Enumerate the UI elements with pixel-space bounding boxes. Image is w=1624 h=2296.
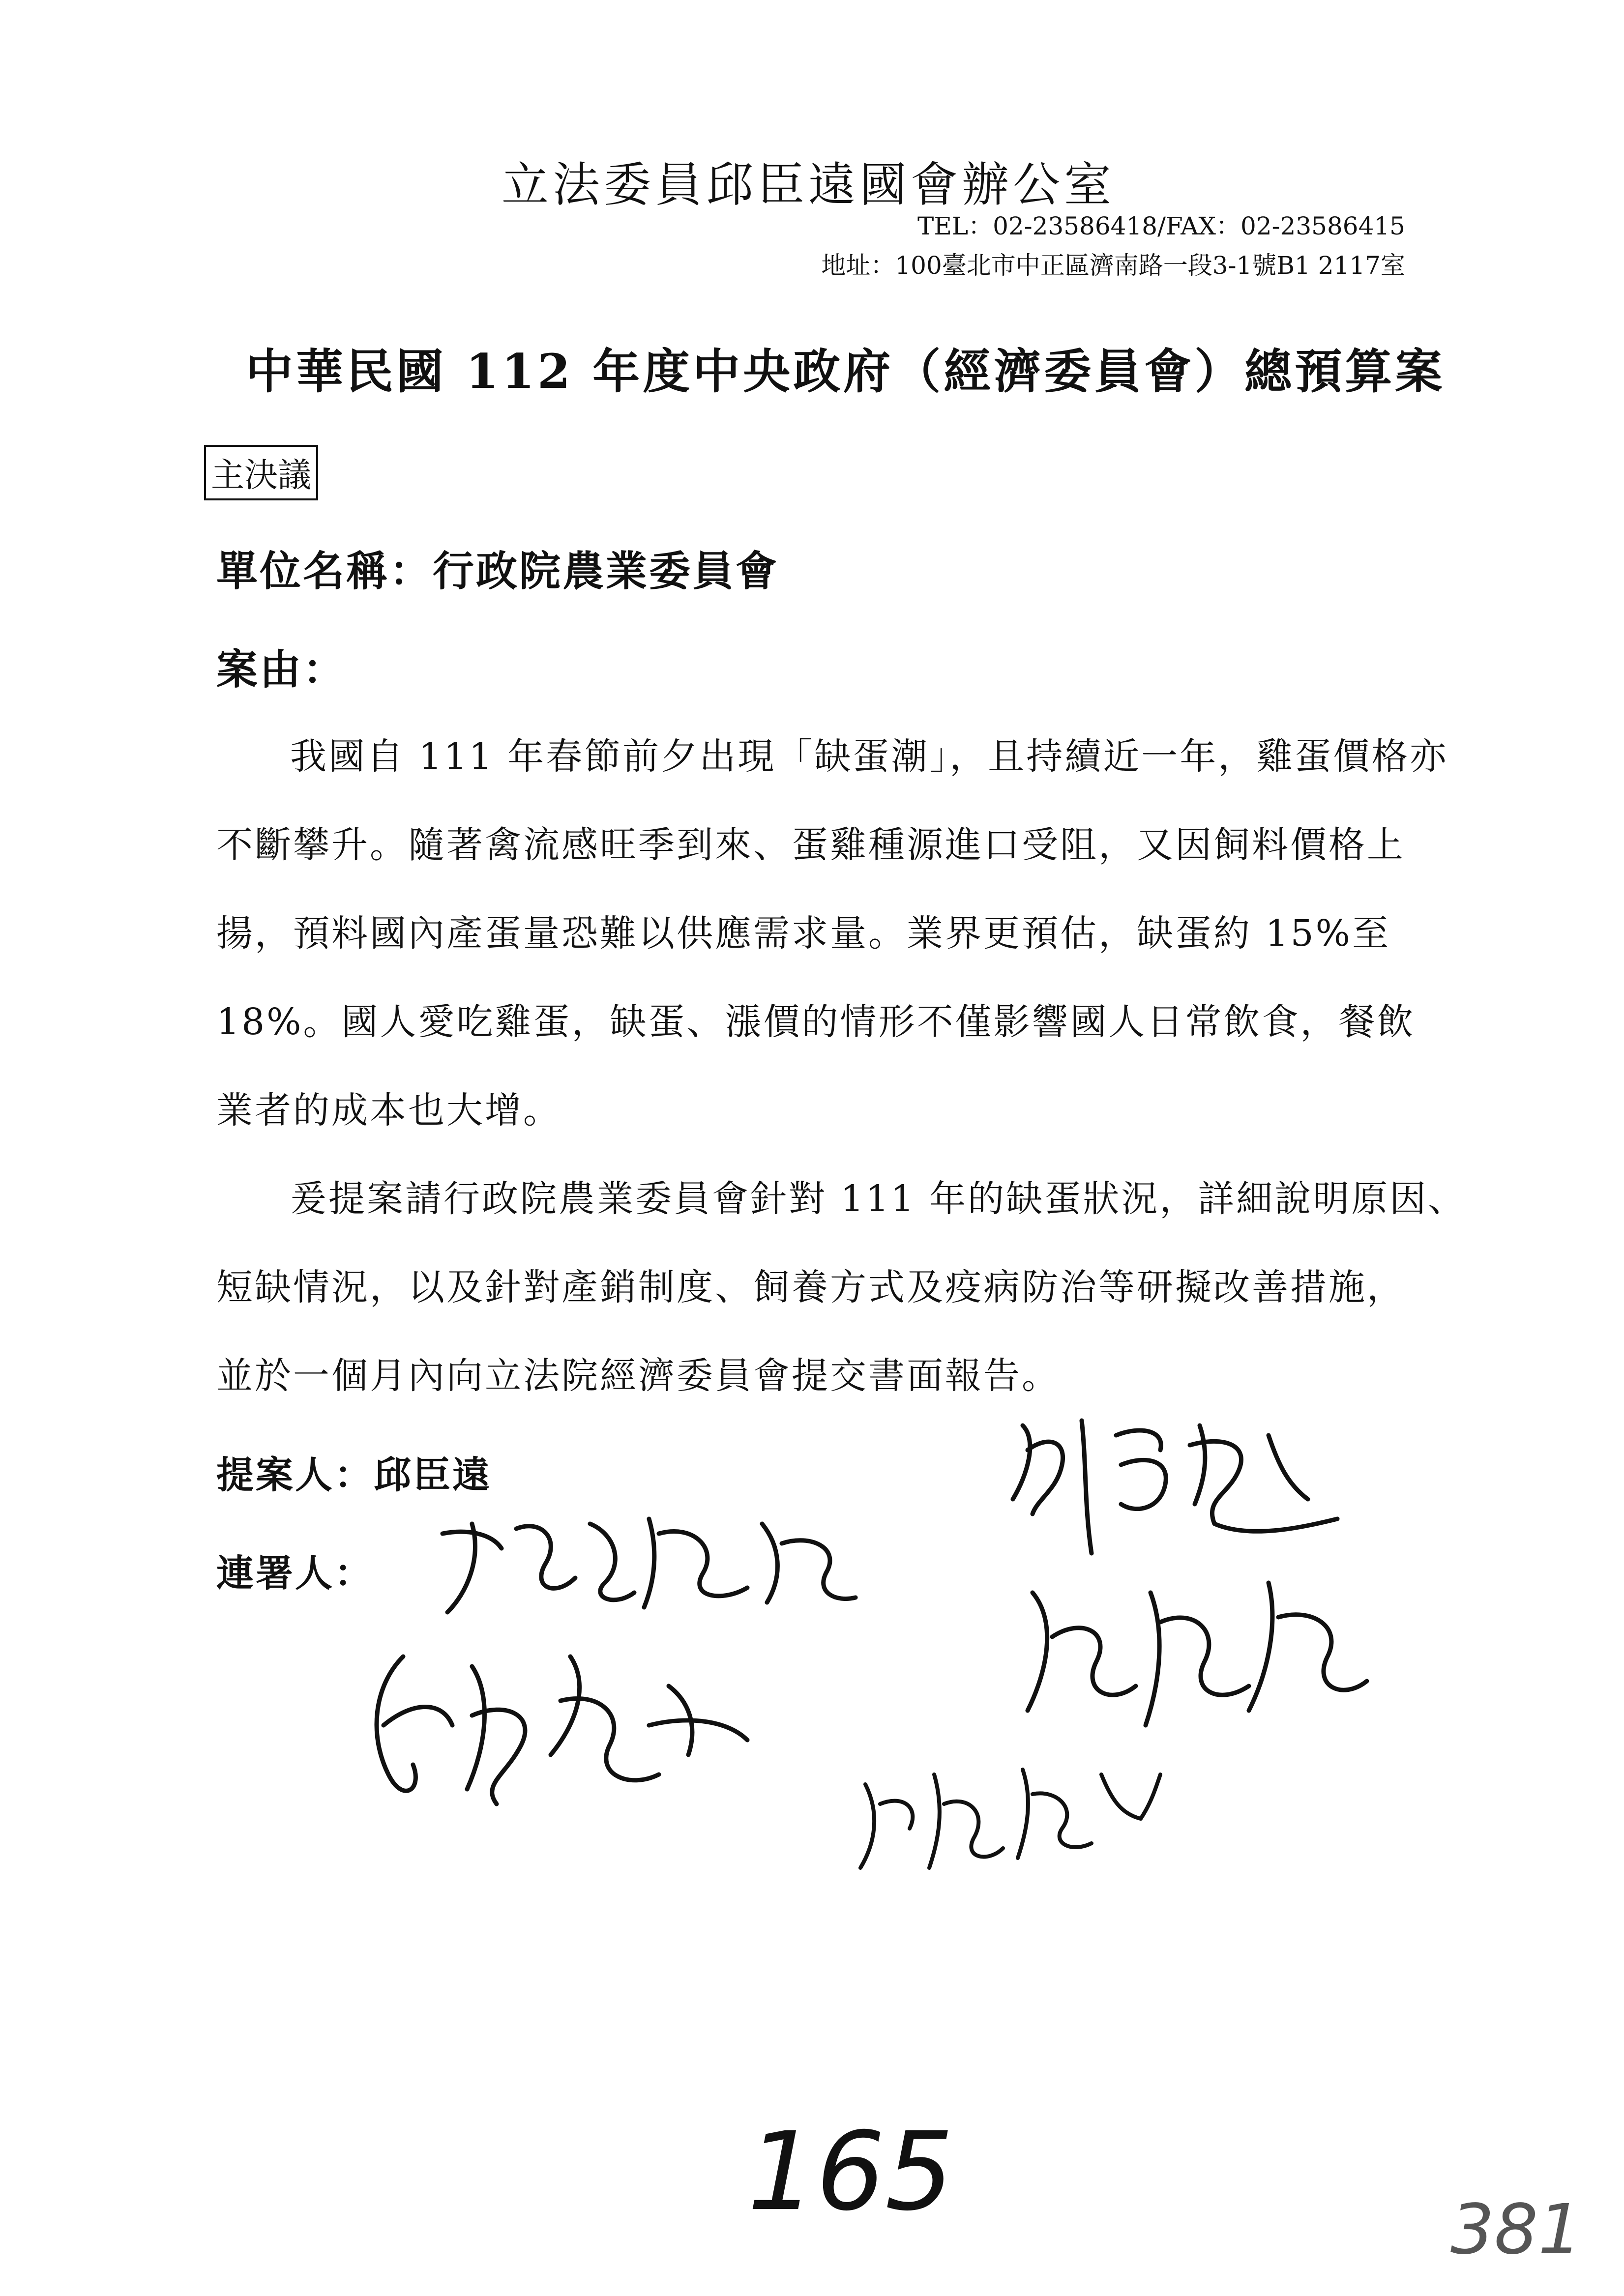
signature-cosigner-4: [846, 1745, 1170, 1888]
decision-type-label: 主決議: [204, 445, 318, 500]
unit-name: 單位名稱：行政院農業委員會: [216, 547, 779, 595]
proposer: 提案人：邱臣遠: [216, 1453, 492, 1497]
paragraph-1-line: 18%。國人愛吃雞蛋，缺蛋、漲價的情形不僅影響國人日常飲食，餐飲: [216, 1001, 1416, 1043]
signature-cosigner-2: [344, 1627, 767, 1833]
paragraph-1-line: 不斷攀升。隨著禽流感旺季到來、蛋雞種源進口受阻，又因飼料價格上: [216, 824, 1405, 866]
paragraph-2-line: 並於一個月內向立法院經濟委員會提交書面報告。: [216, 1355, 1060, 1397]
signature-proposer: [993, 1406, 1377, 1568]
page-number: 165: [747, 2109, 954, 2235]
document-title: 中華民國 112 年度中央政府（經濟委員會）總預算案: [246, 344, 1446, 399]
paragraph-1-line: 業者的成本也大增。: [216, 1089, 561, 1132]
signature-cosigner-3: [1013, 1563, 1377, 1750]
contact-address: 地址：100臺北市中正區濟南路一段3-1號B1 2117室: [821, 251, 1405, 280]
signature-cosigner-1: [428, 1504, 870, 1632]
paragraph-2-line: 短缺情況，以及針對產銷制度、飼養方式及疫病防治等研擬改善措施，: [216, 1266, 1405, 1308]
stamp-number: 381: [1450, 2190, 1582, 2270]
contact-tel-fax: TEL：02-23586418/FAX：02-23586415: [917, 212, 1405, 240]
reason-heading: 案由：: [216, 645, 347, 694]
paragraph-1-line: 揚，預料國內產蛋量恐難以供應需求量。業界更預估，缺蛋約 15%至: [216, 912, 1390, 955]
paragraph-1-line: 我國自 111 年春節前夕出現「缺蛋潮」，且持續近一年，雞蛋價格亦: [290, 735, 1448, 778]
office-name: 立法委員邱臣遠國會辦公室: [502, 157, 1115, 212]
cosigner-label: 連署人：: [216, 1551, 374, 1595]
paragraph-2-line: 爰提案請行政院農業委員會針對 111 年的缺蛋狀況，詳細說明原因、: [290, 1178, 1467, 1220]
